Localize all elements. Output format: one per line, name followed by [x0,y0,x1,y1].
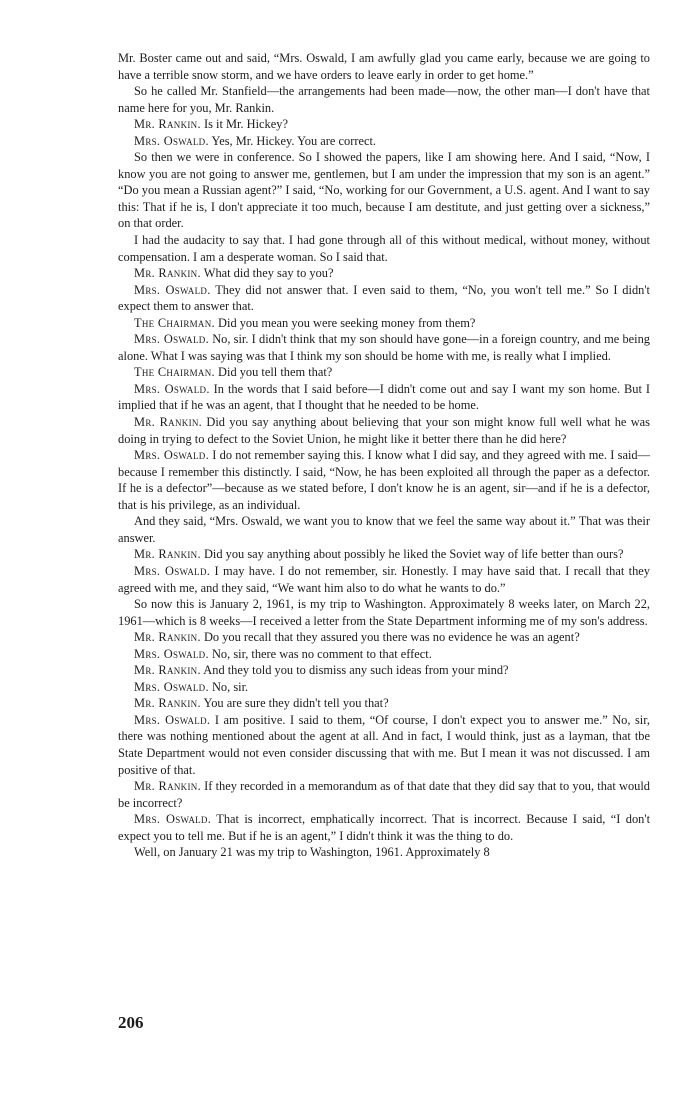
paragraph-text: What did they say to you? [203,266,334,281]
paragraph [118,546,650,563]
paragraph [118,364,650,381]
speaker-label: Mrs. Oswald. [134,282,211,297]
paragraph [118,315,650,332]
speaker-label: Mrs. Oswald. [134,133,209,148]
paragraph [118,381,650,414]
speaker-label: Mr. Rankin. [134,117,201,132]
paragraph [118,133,650,150]
paragraph [118,646,650,663]
paragraph [118,811,650,844]
paragraph [118,232,650,265]
paragraph-text: No, sir, there was no comment to that effect. [211,646,432,661]
paragraph [118,265,650,282]
paragraph [118,331,650,364]
paragraph [118,662,650,679]
paragraph [118,695,650,712]
paragraph-text: And they told you to dismiss any such ideas from your mind? [203,663,509,678]
speaker-label: Mr. Rankin. [134,696,201,711]
paragraph-text: No, sir. [211,679,249,694]
speaker-label: Mr. Rankin. [134,630,201,645]
speaker-label: Mrs. Oswald. [134,646,209,661]
document-body [118,50,650,861]
paragraph-text: I may have. I do not remember, sir. Honestly. I may have said that. I recall that they agreed with me, and they said, “We want him also to do what he wants to do.” [118,563,650,595]
speaker-label: The Chairman. [134,315,215,330]
paragraph-text: Did you say anything about possibly he liked the Soviet way of life better than ours? [203,547,624,562]
paragraph-text: Mr. Boster came out and said, “Mrs. Oswald, I am awfully glad you came early, because we are going to have a terrible snow storm, and we have orders to leave early in order to get home.” [118,51,650,82]
speaker-label: The Chairman. [134,365,215,380]
paragraph-text: If they recorded in a memorandum as of that date that they did say that to you, that would be incorrect? [118,779,650,810]
paragraph-text: Do you recall that they assured you there was no evidence he was an agent? [203,630,580,645]
speaker-label: Mr. Rankin. [134,415,203,430]
paragraph [118,712,650,778]
paragraph-text: No, sir. I didn't think that my son should have gone—in a foreign country, and me being alone. What I was saying was that I think my son should be home with me, is really what I implied. [118,332,650,363]
paragraph-text: That is incorrect, emphatically incorrect. That is incorrect. Because I said, “I don't expect you to tell me. But if he is an agent,” I didn't think it was the thing to do. [118,812,651,843]
speaker-label: Mr. Rankin. [134,779,201,794]
paragraph-text: So now this is January 2, 1961, is my trip to Washington. Approximately 8 weeks later, on March 22, 1961—which is 8 weeks—I received a letter from the State Department informing me of my son's address. [118,597,650,628]
speaker-label: Mr. Rankin. [134,547,201,562]
paragraph-text: Is it Mr. Hickey? [203,117,288,132]
paragraph [118,83,650,116]
speaker-label: Mrs. Oswald. [134,332,209,347]
paragraph-text: Did you tell them that? [218,365,333,380]
paragraph-text: I had the audacity to say that. I had gone through all of this without medical, without money, without compensation. I am a desperate woman. So I said that. [118,233,650,264]
paragraph-text: So then we were in conference. So I showed the papers, like I am showing here. And I said, “Now, I know you are not going to answer me, gentlemen, but I am under the impression that my son is an agent.” “Do you mean a Russian agent?” I said, “No, working for our Government, a U.S. agent. And I want to say this: That if he is, I don't appreciate it too much, because I am destitute, and just getting over a sickness,” on that order. [118,150,650,231]
speaker-label: Mrs. Oswald. [134,712,211,727]
paragraph-text: You are sure they didn't tell you that? [203,696,389,711]
paragraph [118,282,650,315]
page-number: 206 [118,1013,144,1032]
paragraph [118,447,650,513]
paragraph-text: And they said, “Mrs. Oswald, we want you to know that we feel the same way about it.” That was their answer. [118,514,650,545]
paragraph [118,563,650,596]
paragraph-text: I am positive. I said to them, “Of course, I don't expect you to answer me.” No, sir, there was nothing mentioned about the agent at all. And in fact, I would think, just as a layman, that tbe State Department would not even consider discussing that with me. But I mean it was not discussed. I am positive of that. [118,712,650,777]
paragraph-text: Yes, Mr. Hickey. You are correct. [211,133,377,148]
paragraph [118,629,650,646]
paragraph [118,116,650,133]
speaker-label: Mrs. Oswald. [134,812,212,827]
paragraph [118,149,650,232]
paragraph-text: In the words that I said before—I didn't come out and say I want my son home. But I implied that if he was an agent, that I thought that he needed to be home. [118,381,650,413]
paragraph-text: Did you mean you were seeking money from them? [218,315,476,330]
paragraph-text: Did you say anything about believing that your son might know full well what he was doing in trying to defect to the Soviet Union, he might like it better there than he did here? [118,415,650,446]
paragraph [118,513,650,546]
paragraph-text: Well, on January 21 was my trip to Washington, 1961. Approximately 8 [134,845,490,860]
paragraph-text: They did not answer that. I even said to them, “No, you won't tell me.” So I didn't expect them to answer that. [118,282,651,314]
speaker-label: Mrs. Oswald. [134,563,211,578]
speaker-label: Mr. Rankin. [134,266,201,281]
paragraph [118,778,650,811]
paragraph [118,50,650,83]
paragraph-text: I do not remember saying this. I know what I did say, and they agreed with me. I said—because I remember this distinctly. I said, “Now, he has been exploited all through the paper as a defector. If he is a defector”—because as we stated before, I don't know he is an agent, sir—and if he is a defector, that is his privilege, as an individual. [118,448,650,512]
paragraph [118,414,650,447]
speaker-label: Mr. Rankin. [134,663,201,678]
paragraph [118,679,650,696]
speaker-label: Mrs. Oswald. [134,448,210,463]
paragraph [118,596,650,629]
speaker-label: Mrs. Oswald. [134,381,210,396]
paragraph-text: So he called Mr. Stanfield—the arrangements had been made—now, the other man—I don't have that name here for you, Mr. Rankin. [118,84,650,115]
paragraph [118,844,650,861]
speaker-label: Mrs. Oswald. [134,679,209,694]
